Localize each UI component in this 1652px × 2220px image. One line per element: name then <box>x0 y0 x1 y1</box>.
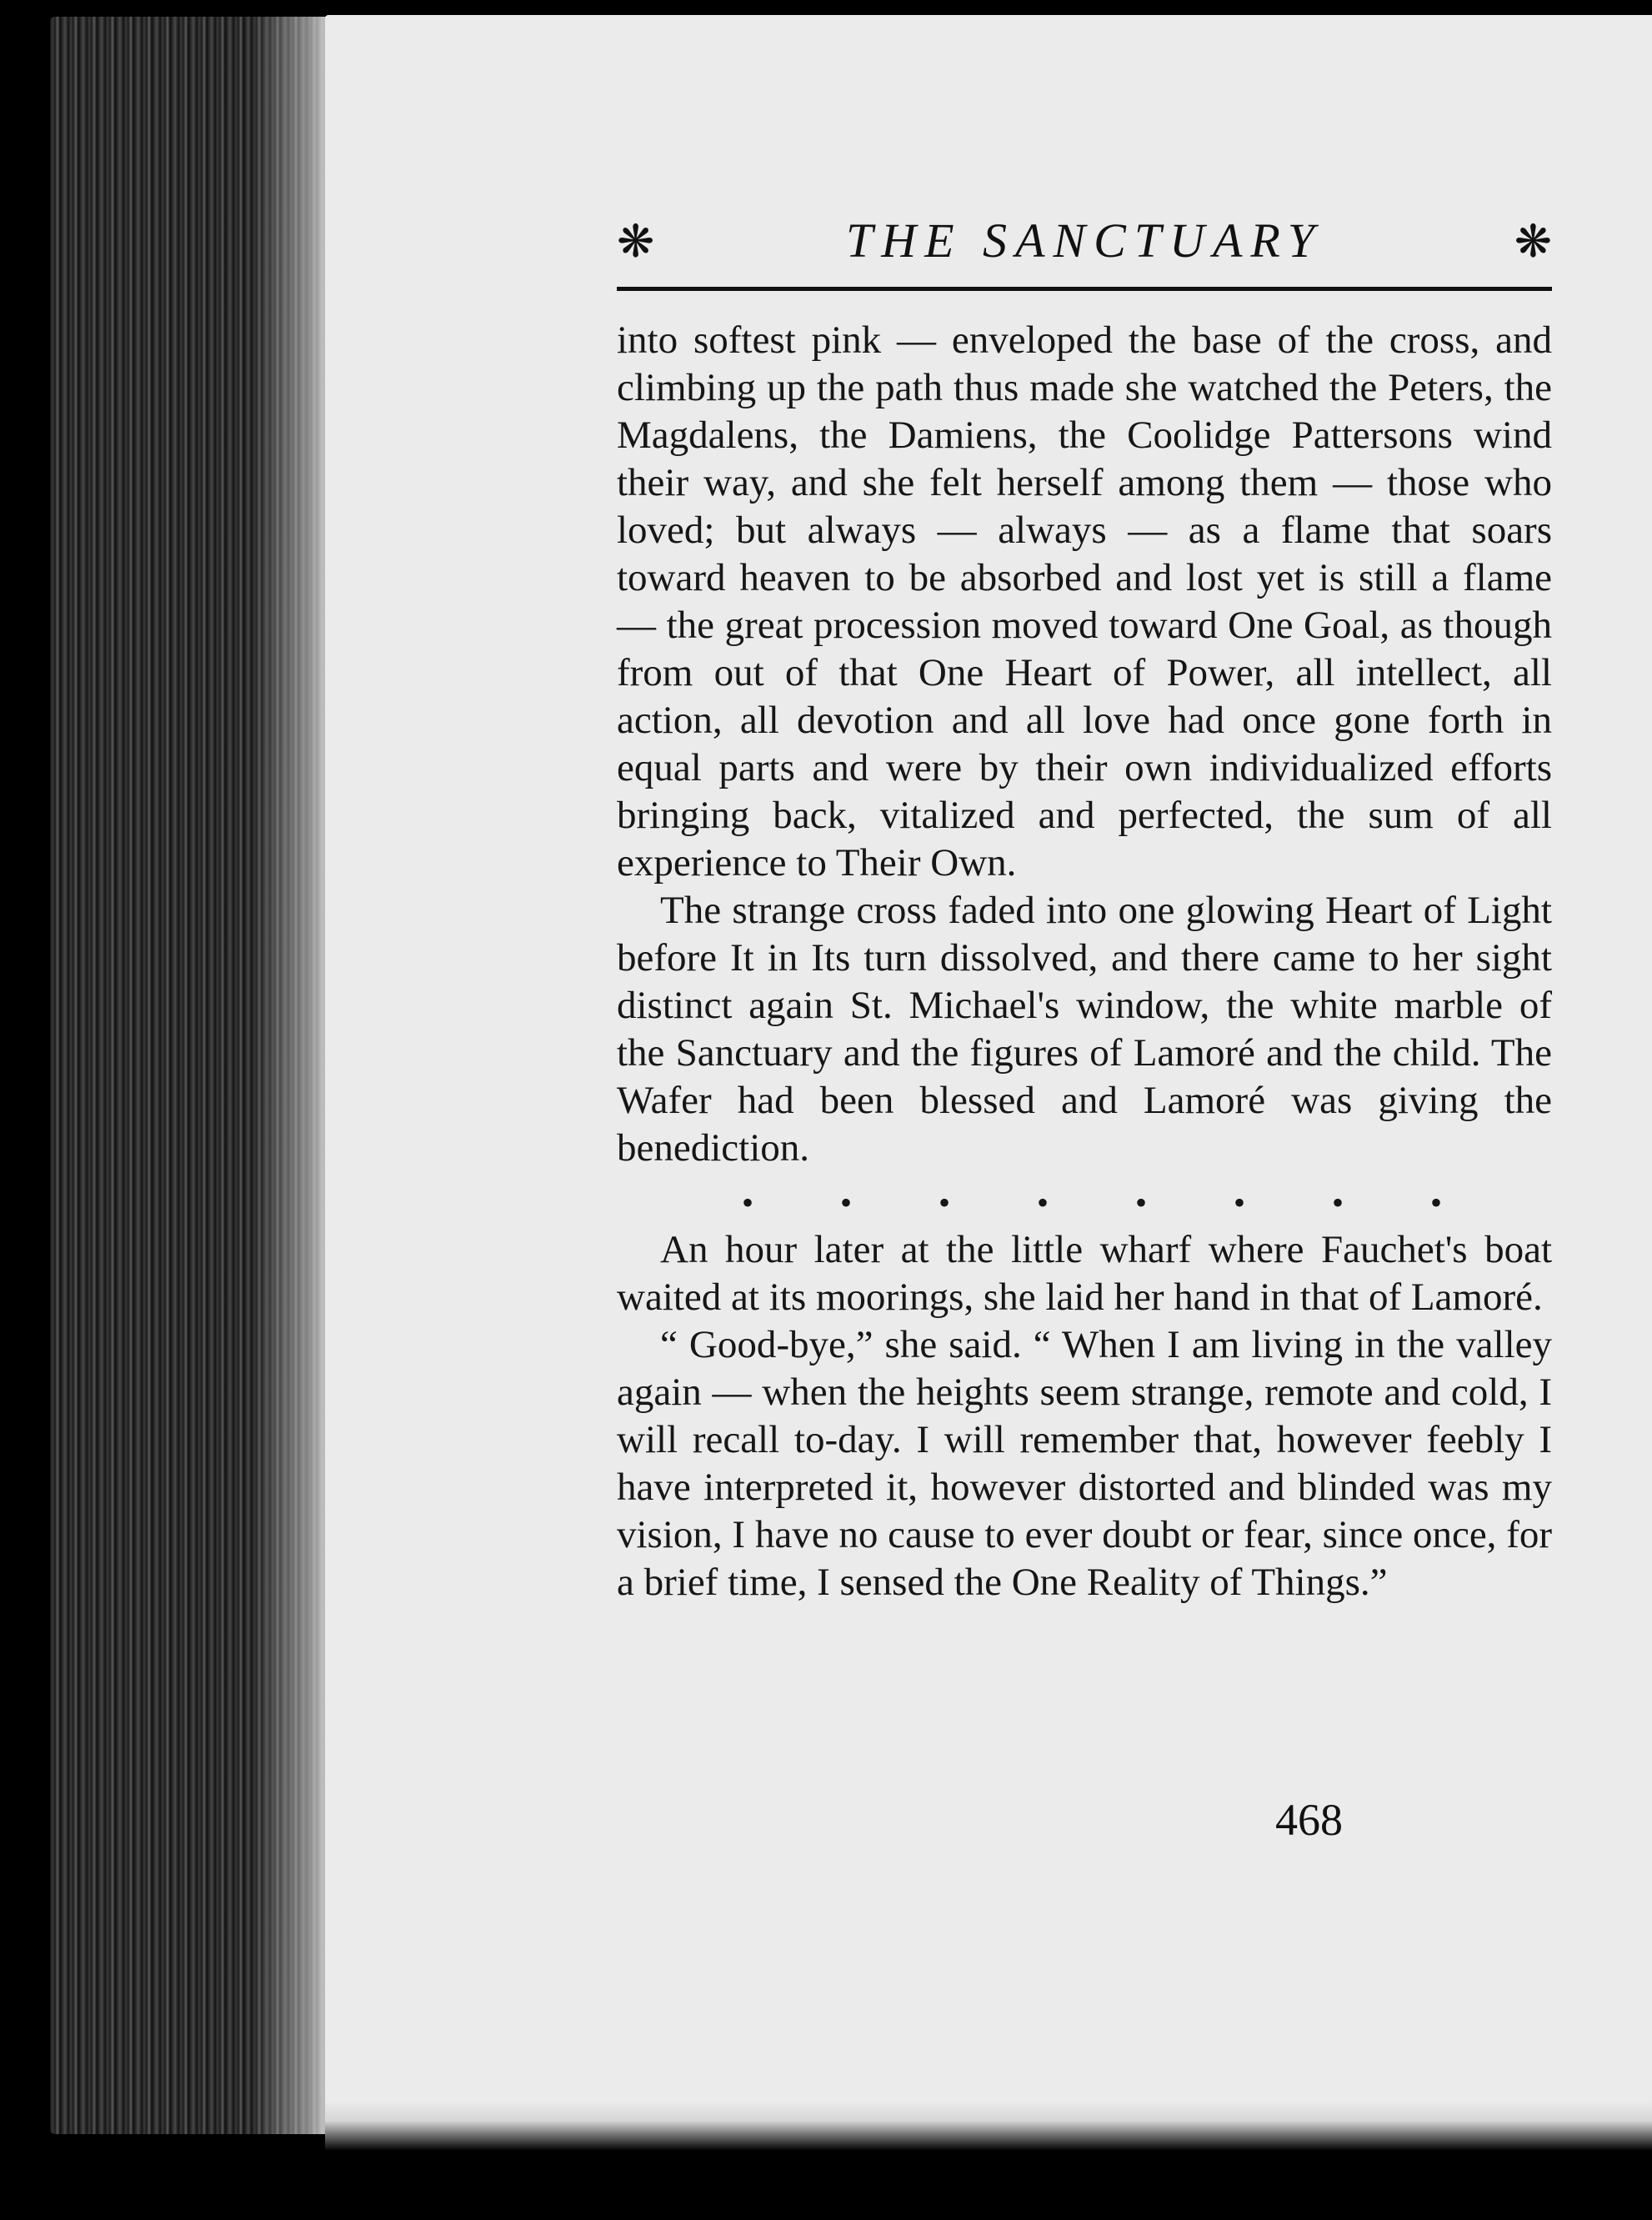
separator-dot: • <box>1135 1184 1148 1221</box>
right-ornament-icon: ❋ <box>1514 217 1552 267</box>
paragraph: The strange cross faded into one glowing Heart of Light before It in Its turn dissolved, and there came to her sight distinct again St. Michael's window, the white marble of the Sanctuary and the figures of Lamoré and the child. The Wafer had been blessed and Lamoré was giving the benediction. <box>617 889 1552 1170</box>
paragraph: “ Good-bye,” she said. “ When I am living in the valley again — when the heights seem strange, remote and cold, I will recall to-day. I will remember that, however feebly I have interpreted it, however distorted and blinded was my vision, I have no cause to ever doubt or fear, since once, for a brief time, I sensed the One Reality of Things.” <box>617 1323 1552 1604</box>
paragraph: An hour later at the little wharf where Fauchet's boat waited at its moorings, she laid her hand in that of Lamoré. <box>617 1228 1552 1319</box>
separator-dot: • <box>742 1184 754 1221</box>
body-text <box>617 317 1552 1606</box>
page-number: 468 <box>1275 1795 1343 1845</box>
running-header <box>617 213 1552 279</box>
header-rule <box>617 287 1552 291</box>
running-title: THE SANCTUARY <box>845 213 1324 268</box>
left-ornament-icon: ❋ <box>617 217 655 267</box>
separator-dot: • <box>840 1184 853 1221</box>
separator-dot: • <box>1234 1184 1246 1221</box>
separator-dot: • <box>1037 1184 1049 1221</box>
page-gutter-shadow <box>250 17 333 2134</box>
separator-dot: • <box>939 1184 951 1221</box>
paragraph: into softest pink — enveloped the base of the cross, and climbing up the path thus made she watched the Peters, the Magdalens, the Damiens, the Coolidge Pattersons wind their way, and she felt herself among them — those who loved; but always — always — as a flame that soars toward heaven to be absorbed and lost yet is still a flame — the great procession moved toward One Goal, as though from out of that One Heart of Power, all intellect, all action, all devotion and all love had once gone forth in equal parts and were by their own individualized efforts bringing back, vitalized and perfected, the sum of all experience to Their Own. <box>617 318 1552 884</box>
page-bottom-edge <box>325 2101 1652 2151</box>
separator-dot: • <box>1332 1184 1344 1221</box>
section-separator <box>617 1186 1552 1220</box>
separator-dot: • <box>1430 1184 1443 1221</box>
